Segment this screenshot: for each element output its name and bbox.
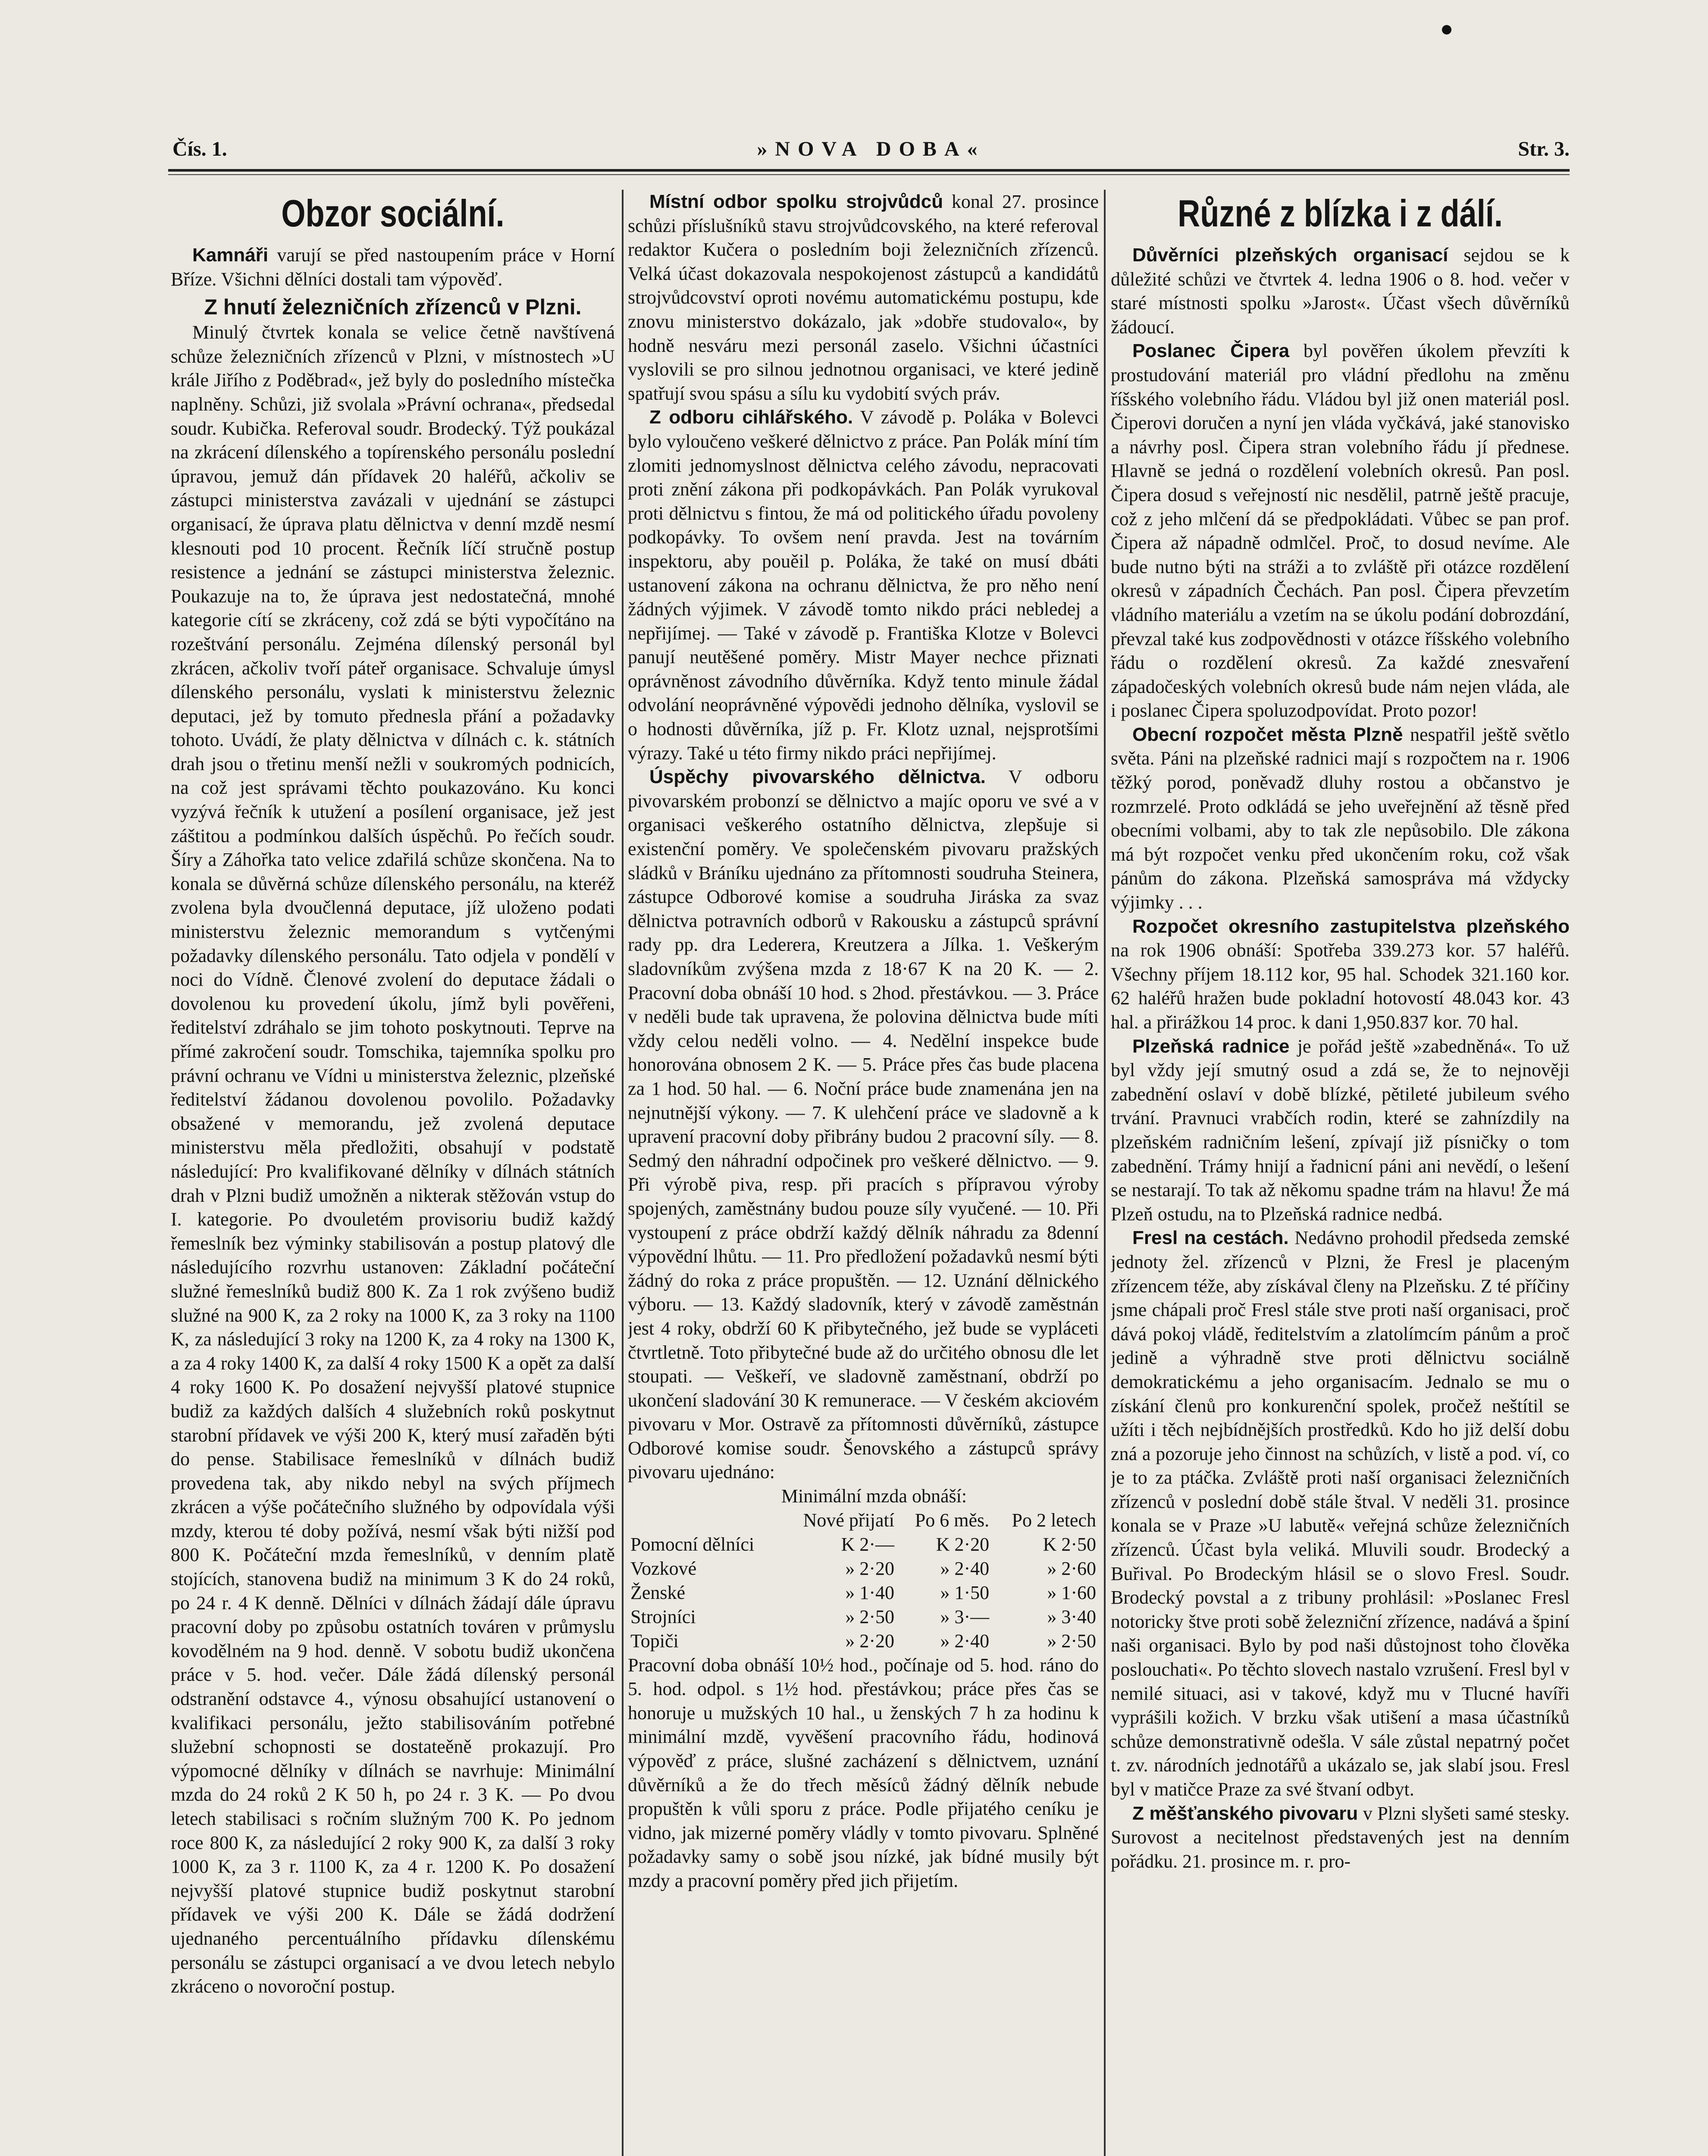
table-cell: K 2·50 (1043, 1533, 1096, 1555)
table-header-cell: Po 6 měs. (915, 1509, 990, 1531)
table-cell: » 2·50 (1047, 1630, 1096, 1651)
column-divider-1 (622, 190, 624, 2156)
article-cipera (1111, 339, 1570, 723)
page-header (172, 137, 1570, 172)
table-cell: » 1·40 (845, 1582, 895, 1603)
table-cell: » 1·60 (1047, 1582, 1096, 1603)
table-cell: Pomocní dělníci (630, 1533, 755, 1555)
table-cell: Strojníci (630, 1606, 696, 1627)
table-cell: Vozkové (630, 1557, 697, 1579)
article-fresl (1111, 1226, 1570, 1801)
article-rozpocet-okresu (1111, 915, 1570, 1034)
article-cihlari (628, 405, 1099, 765)
table-row (628, 1605, 1099, 1629)
article-body: v Plzni slyšeti samé stesky. Surovost a necitelnost představených jest na denním pořádku. 21. prosince m. r. pro- (1111, 1802, 1570, 1872)
column-divider-2 (1104, 190, 1106, 2156)
article-mestansky-pivovar (1111, 1802, 1570, 1874)
table-cell: K 2·20 (936, 1533, 990, 1555)
wage-table (628, 1508, 1099, 1653)
article-rozpocet-mesta (1111, 723, 1570, 915)
article-body: V závodě p. Poláka v Bolevci bylo vyloučeno veškeré dělnictvo z práce. Pan Polák míní tím zlomiti jednomyslnost dělnictva celého závodu, nepracovati proti znění zákona při podkopávkách. Pan Polák vyrukoval proti dělnictvu s fintou, že má od politického úřadu povoleny podkopávky. To ovšem není pravda. Jest na továrním inspektoru, aby pouěil p. Poláka, že také on musí dbáti ustanovení zákona na ochranu dělnictva, že pro něho není žádných výjimek. V závodě tomto nikdo práci nebledej a nepřijímej. — Také v závodě p. Františka Klotze v Bolevci panují neutěšené poměry. Mistr Mayer nechce přiznati oprávněnost závodního důvěrníka. Když tento minule žádal odvolání neoprávněné výpovědi jednoho dělníka, vyslovil se o hodnosti důvěrníka, jíž p. Fr. Klotz uznal, nejsprotšími výrazy. Také u této firmy nikdo práci nepřijímej. (628, 407, 1099, 764)
table-cell: » 2·40 (940, 1630, 990, 1651)
article-radnice (1111, 1034, 1570, 1226)
table-cell: Ženské (630, 1582, 686, 1603)
article-lead: Fresl na cestách. (1132, 1227, 1289, 1249)
ink-spot (1442, 25, 1451, 34)
column-3 (1111, 190, 1570, 2156)
table-row (628, 1557, 1099, 1581)
header-rule-thin (168, 174, 1570, 175)
article-body-zeleznice: Minulý čtvrtek konala se velice četně navštívená schůze železničních zřízenců v Plzni, v místnostech »U krále Jiřího z Poděbrad«, jež byly do posledního místečka naplněny. Schůzi, již svolala »Právní ochrana«, předsedal soudr. Kubička. Referoval soudr. Brodecký. Týž poukázal na zkrácení dílenského a topírenského personálu poslední úpravou, jemuž dán přídavek 20 haléřů, ačkoliv se zástupci ministerstva zavázali v ujednání se zástupci organisací, že úprava platu dělnictva v denní mzdě nesmí klesnouti pod 10 procent. Řečník líčí stručně postup resistence a jednání se zástupci ministerstva železnic. Poukazuje na to, že úprava jest nedostatečná, mnohé kategorie cítí se zkráceny, což zdá se býti vypočítáno na rozeštvání personálu. Zejména dílenský personál byl zkrácen, ačkoliv tvoří páteř organisace. Schvaluje úmysl dílenského personálu, vyslati k ministerstvu železnic deputaci, jež by tomuto přednesla přání a požadavky tohoto. Uvádí, že platy dělnictva v dílnách c. k. státních drah jsou o třetinu menší nežli v soukromých podnicích, na což jest správami těchto poukazováno. Ku konci vyzývá řečník k utužení a posílení organisace, jež jest záštitou a podmínkou dalších úspěchů. Po řečích soudr. Šíry a Záhořka tato velice zdařilá schůze skončena. Na to konala se důvěrná schůze dílenského personálu, na kteréž zvolena byla dvoučlenná deputace, jíž uloženo podati ministerstvu železnic memorandum s vytčenými požadavky dílenského personálu. Tato odjela v pondělí v noci do Vídně. Členové zvolení do deputace žádali o dovolenou ku provedení úkolu, jímž byli pověřeni, ředitelství zdráhalo se jim tohoto poskytnouti. Teprve na přímé zakročení soudr. Tomschika, tajemníka spolku pro právní ochranu ve Vídni u ministerstva železnic, plzeňské ředitelství žádanou dovolenou povolilo. Požadavky obsažené v memorandu, jež zvolená deputace ministerstvu měla předložiti, obsahují v podstatě následující: Pro kvalifikované dělníky v dílnách státních drah v Plzni budiž umožněn a nikterak stěžován vstup do I. kategorie. Po dvouletém provisoriu budiž každý řemeslník bez výminky stabilisován a postup platový dle následujícího rozvrhu ustanoven: Základní počáteční služné řemeslníků budiž 800 K. Za 1 rok zvýšeno budiž služné na 900 K, za 2 roky na 1000 K, za 3 roky na 1100 K, za následující 3 roky na 1200 K, za 4 roky na 1300 K, a za 4 roky 1400 K, za další 4 roky 1500 K a opět za další 4 roky 1600 K. Po dosažení nejvyšší platové stupnice budiž za každých dalších 4 služebních roků poskytnut starobní přídavek ve výši 200 K, který musí zařaděn býti do pense. Stabilisace řemeslníků v dílnách budiž provedena tak, aby nikdo nebyl na svých příjmech zkrácen a výše počátečního služného by odpovídala výši mzdy, kterou té doby požívá, nesmí však býti nižší pod 800 K. Počáteční mzda řemeslníků, v denním platě stojících, stanovena budiž na minimum 3 K do 24 roků, po 24 r. 4 K denně. Dělníci v dílnách žádají dále úpravu pracovní doby po způsobu ostatních továren v průmyslu kovodělném na 9 hod. denně. V sobotu budiž ukončena práce v 5. hod. večer. Dále žádá dílenský personál odstranění odstavce 4., výnosu obsahující ustanovení o kvalifikaci personálu, ježto stabilisováním potřebné služební schopnosti se dostateěně prokazují. Pro výpomocné dělníky v dílnách se navrhuje: Minimální mzda do 24 roků 2 K 50 h, po 24 r. 3 K. — Po dvou letech stabilisaci s ročním služným 700 K. Po jednom roce 800 K, za následující 2 roky 900 K, za další 3 roky 1000 K, za 3 r. 1100 K, za 4 r. 1200 K. Po dosažení nejvyšší platové stupnice budiž poskytnut starobní přídavek ve výši 200 K. Dále se žádá dodržení ujednaného percentuálního přídavku dílenskému personálu se zástupci organisací a ve dvou letech nebylo zkráceno o novoroční postup. (171, 322, 615, 1997)
section-title-obzor: Obzor sociální. (281, 192, 505, 235)
column-2 (628, 190, 1099, 2156)
article-body: byl pověřen úkolem převzíti k prostudování materiál pro vládní předlohu na změnu říšského volebního řádu. Vládou byl již onen materiál posl. Čiperovi doručen a nyní jen vláda vyčkává, jaké stanovisko a návrhy posl. Čipera stran volebního řádu jí přednese. Hlavně se jedná o rozdělení volebních okresů. Pan posl. Čipera dosud s veřejností nic nesdělil, patrně ještě pracuje, což z jeho mlčení dá se předpokládati. Vůbec se pan prof. Čipera až nápadně odmlčel. Proč, to dosud nevíme. Ale bude nutno býti na stráži a to zvláště při otázce rozdělení okresů v západních Čechách. Pan posl. Čipera převzetím vládního materiálu a vzetím na se úkolu podání dobrozdání, převzal také kus zodpovědnosti v otázce říšského volebního řádu o rozdělení okresů. Za každé znesvaření západočeských volebních okresů bude nám nejen vláda, ale i poslanec Čipera spoluzodpovídat. Proto pozor! (1111, 340, 1570, 721)
article-body: sejdou se k důležité schůzi ve čtvrtek 4. ledna 1906 o 8. hod. večer v staré místnosti spolku »Jarost«. Účast všech důvěrníků žádoucí. (1111, 244, 1570, 338)
page-number: Str. 3. (1518, 138, 1570, 160)
table-cell: » 2·20 (845, 1557, 895, 1579)
table-header-row (628, 1508, 1099, 1532)
section-title-ruzne: Různé z blízka i z dálí. (1178, 192, 1503, 235)
article-title-zeleznice: Z hnutí železničních zřízenců v Plzni. (204, 295, 582, 320)
wage-table-caption: Minimální mzda obnáší: (781, 1485, 967, 1507)
table-header-cell: Po 2 letech (1012, 1509, 1096, 1531)
newspaper-name: »NOVA DOBA« (757, 138, 985, 160)
article-kamnari (171, 243, 615, 291)
table-row (628, 1581, 1099, 1605)
article-body: konal 27. prosince schůzi příslušníků stavu strojvůdcovského, na které referoval redaktor Kučera o posledním boji železničních zřízenců. Velká účast dokazovala nespokojenost zástupců a kandidátů strojvůdcovství oproti novému automatickému postupu, kde znovu ministerstvo dokázalo, jak »dobře studovalo«, by hodně nesváru mezi personál zaselo. Všichni účastníci vyslovili se pro silnou jednotnou organisaci, ve které jedině spatřují svou spásu a sílu ku vydobití svých práv. (628, 191, 1099, 404)
article-lead: Z měšťanského pivovaru (1132, 1802, 1358, 1824)
article-body: varují se před nastoupením práce v Horní Bříze. Všichni dělníci dostali tam výpověď. (171, 244, 615, 290)
table-cell: » 3·— (940, 1606, 990, 1627)
article-lead: Obecní rozpočet města Plzně (1132, 724, 1403, 745)
table-cell: » 2·40 (940, 1557, 990, 1579)
article-lead: Místní odbor spolku strojvůdců (649, 191, 943, 212)
column-1 (171, 190, 615, 2156)
article-lead: Z odboru cihlářského. (649, 407, 853, 428)
table-row (628, 1629, 1099, 1653)
article-lead: Rozpočet okresního zastupitelstva plzeňského (1132, 915, 1570, 937)
issue-number: Čís. 1. (172, 138, 227, 160)
article-body: na rok 1906 obnáší: Spotřeba 339.273 kor. 57 haléřů. Všechny příjem 18.112 kor, 95 hal. Schodek 321.160 kor. 62 haléřů hražen bude pokladní hotovostí 48.043 kor. 43 hal. a přirážkou 14 proc. k dani 1,950.837 kor. 70 hal. (1111, 940, 1570, 1033)
table-cell: » 3·40 (1047, 1606, 1096, 1627)
article-lead: Plzeňská radnice (1132, 1035, 1290, 1057)
article-body: V odboru pivovarském probonzí se dělnictvo a majíc oporu ve své a v organisaci veškerého ostatního dělnictva, zlepšuje si existenční poměry. Ve společenském pivovaru pražských sládků v Bráníku ujednáno za přítomnosti soudruha Steinera, zástupce Odborové komise a soudruha Jiráska za svaz dělnictva potravních odborů v Rakousku a zástupců správní rady pp. dra Lederera, Kreutzera a Jílka. 1. Veškerým sladovníkům zvýšena mzda z 18·67 K na 20 K. — 2. Pracovní doba obnáší 10 hod. s 2hod. přestávkou. — 3. Práce v neděli bude tak upravena, že polovina dělnictva bude míti vždy celou neděli volno. — 4. Nedělní inspekce bude honorována obnosem 2 K. — 5. Práce přes čas bude placena za 1 hod. 50 hal. — 6. Noční práce bude znamenána jen na nejnutnější výkony. — 7. K ulehčení práce ve sladovně a k upravení pracovní doby přibrány budou 2 pracovní síly. — 8. Sedmý den náhradní odpočinek pro veškeré dělnictvo. — 9. Při výrobě piva, resp. při pracích s přípravou výroby spojených, zaměstnány budou pouze síly vyučené. — 10. Při vystoupení z práce obdrží každý dělník náhradu za 8denní výpovědní lhůtu. — 11. Pro předložení požadavků nesmí býti žádný do roka z práce propuštěn. — 12. Uznání dělnického výboru. — 13. Každý sladovník, který v závodě zaměstnán jest 4 roky, obdrží 60 K přibytečného, jež bude se vypláceti čtvrtletně. Toto přibytečné bude až do určitého obnosu dle let stoupati. — Veškeří, ve sladovně zaměstnaní, obdrží po ukončení sladování 30 K remunerace. — V českém akciovém pivovaru v Mor. Ostravě za přítomnosti důvěrníků, zástupce Odborové komise soudr. Šenovského a zástupců správy pivovaru ujednáno: (628, 766, 1099, 1483)
article-lead: Poslanec Čipera (1132, 340, 1290, 362)
table-row (628, 1532, 1099, 1557)
article-body: je pořád ještě »zabedněná«. To už byl vždy její smutný osud a zdá se, že to nejnověji zabednění oslaví v době blízké, pětileté jubileum svého trvání. Pravnuci vrabčích rodin, které se zahnízdily na plzeňském radničním lešení, zpívají již písničky o tom zabednění. Trámy hnijí a řadnicní páni ani nevědí, o lešení se nestarají. To tak až někomu spadne trám na hlavu! Že má Plzeň ostudu, na to Plzeňská radnice nedbá. (1111, 1035, 1570, 1225)
article-duvernici (1111, 243, 1570, 339)
article-strojvudci (628, 190, 1099, 405)
article-body: nespatřil ještě světlo světa. Páni na plzeňské radnici mají s rozpočtem na r. 1906 těžký porod, poněvadž dluhy rostou a občanstvo je rozmrzelé. Proto odkládá se jeho uveřejnění až těsně před obecními volbami, aby to tak zle nepůsobilo. Dle zákona má být rozpočet venku před ukončením roku, což však pánům do zákona. Plzeňská samospráva má vždycky výjimky . . . (1111, 724, 1570, 913)
article-pivovar-continued: Pracovní doba obnáší 10½ hod., počínaje od 5. hod. ráno do 5. hod. odpol. s 1½ hod. přestávkou; práce přes čas se honoruje u mužských 10 hal., u ženských 7 h za hodinu k minimální mzdě, vyvěšení pracovního řádu, hodinová výpověď z práce, slušné zacházení s dělnictvem, uznání důvěrníků a že do třech měsíců žádný dělník nebude propuštěn k vůli sporu z práce. Podle přijatého ceníku je vidno, jak mizerné poměry vládly v tomto pivovaru. Splněné požadavky samy o sobě jsou nízké, jak bídné musily být mzdy a pracovní poměry před jich přijetím. (628, 1654, 1099, 1891)
table-cell: K 2·— (841, 1533, 895, 1555)
table-cell: Topiči (630, 1630, 679, 1651)
article-body: Nedávno prohodil předseda zemské jednoty žel. zřízenců v Plzni, že Fresl je placeným zřízencem téže, aby získával členy na Plzeňsku. Z té příčiny jsme chápali proč Fresl stále stve proti naší organisaci, proč dává pokoj vládě, ředitelstvím a zlatolímcím pánům a proč jedině a výhradně stve proti dělnictvu sociálně demokratickému a jeho organisacím. Jednalo se mu o získání členů pro konkurenční spolek, pročež neštítil se užíti i těch nejbídnějších prostředků. Kdo ho již delší dobu zná a pozoruje jeho činnost na schůzích, v listě a pod. ví, co je to za ptáčka. Zvláště proti naší organisaci železničních zřízenců v poslední době stále štval. V neděli 31. prosince konala se v Praze »U labutě« veřejná schůze železničních zřízenců. Účast byla veliká. Mluvili soudr. Brodecký a Buřival. Po Brodeckým hlásil se o slovo Fresl. Soudr. Brodecký povstal a z tribuny prohlásil: »Poslanec Fresl notoricky štve proti sobě železniční zřízence, nadává a špiní naši organisaci. Bylo by pod naši důstojnost toho člověka poslouchati«. Po těchto slovech nastalo vzrušení. Fresl byl v nemilé situaci, asi v takové, když mu v Tlucné havíři vyprášili kožich. V brzku však utišení a masa účastníků schůze demonstrativně odešla. V sále zůstal nepatrný počet t. zv. národních jednotářů a ukázalo se, jak slabí jsou. Fresl byl v matičce Praze za své štvaní odbyt. (1111, 1227, 1570, 1800)
article-pivovar (628, 765, 1099, 1484)
header-rule (168, 169, 1570, 172)
article-lead: Kamnáři (192, 244, 269, 266)
table-cell: » 1·50 (940, 1582, 990, 1603)
table-cell: » 2·60 (1047, 1557, 1096, 1579)
table-cell: » 2·20 (845, 1630, 895, 1651)
article-lead: Úspěchy pivovarského dělnictva. (649, 766, 986, 788)
table-header-cell (628, 1508, 782, 1532)
table-header-cell: Nové přijatí (803, 1509, 895, 1531)
table-cell: » 2·50 (845, 1606, 895, 1627)
article-lead: Důvěrníci plzeňských organisací (1132, 244, 1448, 266)
